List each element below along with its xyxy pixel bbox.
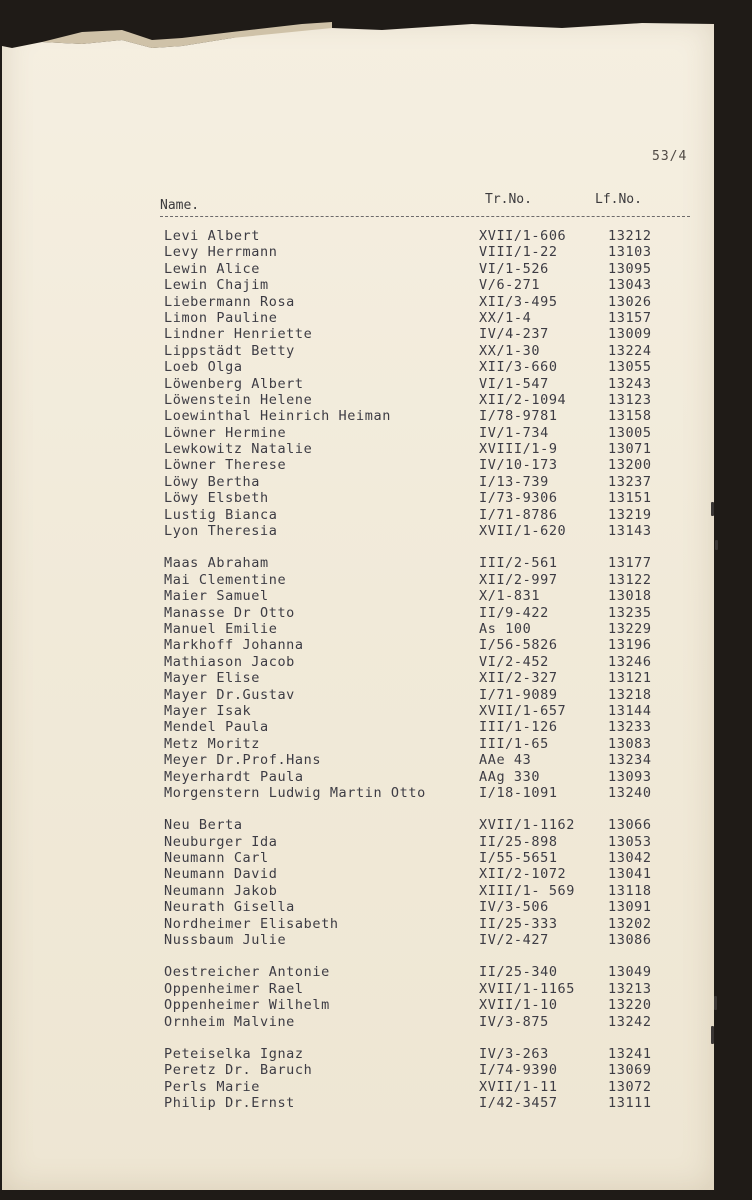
list-number: 13123	[608, 391, 652, 408]
transport-number: XII/2-1094	[479, 391, 567, 408]
list-row	[2, 244, 714, 260]
list-number: 13041	[608, 866, 652, 883]
transport-number: XVII/1-1162	[479, 817, 576, 834]
person-name: Löwy Bertha	[164, 473, 261, 490]
person-name: Manasse Dr Otto	[164, 604, 295, 621]
list-number: 13234	[608, 752, 652, 769]
person-name: Maier Samuel	[164, 588, 269, 605]
list-number: 13158	[608, 408, 652, 425]
transport-number: I/56-5826	[479, 637, 558, 654]
transport-number: AAe 43	[479, 752, 532, 769]
list-row	[2, 261, 714, 277]
list-row	[2, 736, 714, 752]
transport-number: I/71-9089	[479, 686, 558, 703]
transport-number: II/25-340	[479, 964, 558, 981]
list-row	[2, 719, 714, 735]
list-row	[2, 605, 714, 621]
list-row	[2, 310, 714, 326]
list-number: 13072	[608, 1078, 652, 1095]
list-number: 13143	[608, 523, 652, 540]
person-name: Löwner Hermine	[164, 424, 287, 441]
person-name: Peteiselka Ignaz	[164, 1045, 304, 1062]
person-name: Lewin Chajim	[164, 277, 269, 294]
transport-number: IV/3-875	[479, 1013, 549, 1030]
list-number: 13066	[608, 817, 652, 834]
list-row	[2, 343, 714, 359]
transport-number: As 100	[479, 620, 532, 637]
list-row	[2, 997, 714, 1013]
list-number: 13213	[608, 980, 652, 997]
transport-number: I/18-1091	[479, 784, 558, 801]
person-name: Levy Herrmann	[164, 244, 278, 261]
list-row	[2, 834, 714, 850]
person-name: Philip Dr.Ernst	[164, 1095, 295, 1112]
list-row	[2, 1095, 714, 1111]
transport-number: I/74-9390	[479, 1062, 558, 1079]
list-row	[2, 326, 714, 342]
person-name: Mayer Dr.Gustav	[164, 686, 295, 703]
transport-number: IV/4-237	[479, 326, 549, 343]
transport-number: XVII/1-657	[479, 702, 567, 719]
person-name: Löwner Therese	[164, 457, 287, 474]
list-number: 13055	[608, 359, 652, 376]
list-number: 13042	[608, 850, 652, 867]
list-number: 13246	[608, 653, 652, 670]
person-name: Lindner Henriette	[164, 326, 313, 343]
list-number: 13212	[608, 228, 652, 244]
list-row	[2, 507, 714, 523]
list-number: 13144	[608, 702, 652, 719]
transport-number: I/13-739	[479, 473, 549, 490]
list-number: 13177	[608, 555, 652, 572]
transport-number: XVII/1-620	[479, 523, 567, 540]
list-number: 13043	[608, 277, 652, 294]
person-name: Mayer Elise	[164, 670, 261, 687]
person-name: Neu Berta	[164, 817, 243, 834]
page-number: 53/4	[652, 149, 688, 164]
column-headers	[2, 192, 714, 212]
person-name: Metz Moritz	[164, 735, 261, 752]
list-number: 13053	[608, 833, 652, 850]
list-row	[2, 392, 714, 408]
person-name: Neurath Gisella	[164, 899, 295, 916]
edge-mark	[715, 540, 718, 550]
list-number: 13241	[608, 1045, 652, 1062]
transport-number: V/6-271	[479, 277, 541, 294]
list-row	[2, 883, 714, 899]
transport-number: III/1-126	[479, 719, 558, 736]
list-row	[2, 376, 714, 392]
list-number: 13240	[608, 784, 652, 801]
list-row	[2, 670, 714, 686]
person-name: Liebermann Rosa	[164, 293, 295, 310]
person-name: Manuel Emilie	[164, 620, 278, 637]
transport-number: XX/1-4	[479, 309, 532, 326]
person-name: Perls Marie	[164, 1078, 261, 1095]
list-number: 13069	[608, 1062, 652, 1079]
list-row	[2, 637, 714, 653]
list-row	[2, 932, 714, 948]
list-row	[2, 866, 714, 882]
transport-number: I/71-8786	[479, 506, 558, 523]
list-row	[2, 687, 714, 703]
list-number: 13111	[608, 1095, 652, 1112]
list-row	[2, 964, 714, 980]
header-divider	[160, 216, 690, 217]
header-list-no: Lf.No.	[595, 192, 642, 207]
transport-number: XVII/1-606	[479, 228, 567, 244]
edge-mark	[714, 996, 717, 1010]
person-name: Nordheimer Elisabeth	[164, 915, 339, 932]
list-number: 13018	[608, 588, 652, 605]
transport-number: III/2-561	[479, 555, 558, 572]
list-number: 13122	[608, 571, 652, 588]
list-row	[2, 785, 714, 801]
person-name: Lyon Theresia	[164, 523, 278, 540]
list-number: 13200	[608, 457, 652, 474]
list-row	[2, 817, 714, 833]
transport-number: I/78-9781	[479, 408, 558, 425]
transport-number: I/55-5651	[479, 850, 558, 867]
list-row	[2, 654, 714, 670]
list-number: 13121	[608, 670, 652, 687]
list-number: 13196	[608, 637, 652, 654]
torn-top-edge	[2, 18, 714, 52]
list-row	[2, 752, 714, 768]
list-number: 13005	[608, 424, 652, 441]
transport-number: II/25-333	[479, 915, 558, 932]
transport-number: VI/1-526	[479, 260, 549, 277]
transport-number: IV/3-263	[479, 1045, 549, 1062]
person-name: Oppenheimer Wilhelm	[164, 997, 330, 1014]
list-number: 13202	[608, 915, 652, 932]
person-name: Oestreicher Antonie	[164, 964, 330, 981]
transport-number: XII/2-997	[479, 571, 558, 588]
person-name: Lewkowitz Natalie	[164, 441, 313, 458]
list-number: 13103	[608, 244, 652, 261]
list-row	[2, 981, 714, 997]
transport-number: XX/1-30	[479, 342, 541, 359]
transport-number: XVII/1-10	[479, 997, 558, 1014]
list-number: 13093	[608, 768, 652, 785]
transport-number: XII/2-1072	[479, 866, 567, 883]
person-name: Neumann David	[164, 866, 278, 883]
person-name: Loewinthal Heinrich Heiman	[164, 408, 391, 425]
list-row	[2, 359, 714, 375]
person-name: Lustig Bianca	[164, 506, 278, 523]
transport-number: IV/10-173	[479, 457, 558, 474]
person-name: Neumann Carl	[164, 850, 269, 867]
transport-number: III/1-65	[479, 735, 549, 752]
list-number: 13086	[608, 932, 652, 949]
person-name: Lewin Alice	[164, 260, 261, 277]
person-name: Maas Abraham	[164, 555, 269, 572]
transport-number: II/25-898	[479, 833, 558, 850]
list-number: 13049	[608, 964, 652, 981]
list-number: 13237	[608, 473, 652, 490]
person-name: Ornheim Malvine	[164, 1013, 295, 1030]
transport-number: X/1-831	[479, 588, 541, 605]
list-row	[2, 555, 714, 571]
person-name: Meyer Dr.Prof.Hans	[164, 752, 322, 769]
transport-number: XII/2-327	[479, 670, 558, 687]
transport-number: XVII/1-11	[479, 1078, 558, 1095]
person-name: Meyerhardt Paula	[164, 768, 304, 785]
list-number: 13229	[608, 620, 652, 637]
list-row	[2, 228, 714, 244]
person-name: Levi Albert	[164, 228, 261, 244]
transport-number: AAg 330	[479, 768, 541, 785]
person-name: Löwenberg Albert	[164, 375, 304, 392]
name-list	[2, 228, 714, 1112]
list-number: 13233	[608, 719, 652, 736]
person-name: Mai Clementine	[164, 571, 287, 588]
list-number: 13071	[608, 441, 652, 458]
list-row	[2, 425, 714, 441]
list-row	[2, 457, 714, 473]
header-transport-no: Tr.No.	[485, 192, 532, 207]
header-name: Name.	[160, 198, 200, 213]
list-number: 13157	[608, 309, 652, 326]
transport-number: I/42-3457	[479, 1095, 558, 1112]
list-number: 13009	[608, 326, 652, 343]
list-row	[2, 523, 714, 539]
list-number: 13151	[608, 490, 652, 507]
list-row	[2, 474, 714, 490]
list-row	[2, 1062, 714, 1078]
person-name: Peretz Dr. Baruch	[164, 1062, 313, 1079]
person-name: Mathiason Jacob	[164, 653, 295, 670]
list-number: 13083	[608, 735, 652, 752]
person-name: Löwy Elsbeth	[164, 490, 269, 507]
list-row	[2, 1079, 714, 1095]
list-row	[2, 1046, 714, 1062]
edge-mark	[711, 502, 714, 516]
person-name: Loeb Olga	[164, 359, 243, 376]
transport-number: XVIII/1-9	[479, 441, 558, 458]
person-name: Limon Pauline	[164, 309, 278, 326]
list-number: 13220	[608, 997, 652, 1014]
list-row	[2, 588, 714, 604]
list-number: 13091	[608, 899, 652, 916]
person-name: Neumann Jakob	[164, 882, 278, 899]
list-row	[2, 703, 714, 719]
list-row	[2, 572, 714, 588]
list-row	[2, 277, 714, 293]
list-number: 13242	[608, 1013, 652, 1030]
list-number: 13235	[608, 604, 652, 621]
list-row	[2, 899, 714, 915]
edge-mark	[711, 1026, 714, 1044]
list-number: 13224	[608, 342, 652, 359]
list-row	[2, 850, 714, 866]
transport-number: XIII/1- 569	[479, 882, 576, 899]
transport-number: I/73-9306	[479, 490, 558, 507]
list-row	[2, 408, 714, 424]
list-number: 13095	[608, 260, 652, 277]
transport-number: VI/2-452	[479, 653, 549, 670]
list-number: 13243	[608, 375, 652, 392]
transport-number: VI/1-547	[479, 375, 549, 392]
person-name: Löwenstein Helene	[164, 391, 313, 408]
transport-number: IV/3-506	[479, 899, 549, 916]
person-name: Nussbaum Julie	[164, 932, 287, 949]
list-row	[2, 769, 714, 785]
person-name: Oppenheimer Rael	[164, 980, 304, 997]
person-name: Lippstädt Betty	[164, 342, 295, 359]
list-row	[2, 1014, 714, 1030]
list-number: 13118	[608, 882, 652, 899]
document-page	[2, 18, 714, 1190]
person-name: Markhoff Johanna	[164, 637, 304, 654]
transport-number: XII/3-660	[479, 359, 558, 376]
person-name: Mendel Paula	[164, 719, 269, 736]
list-row	[2, 621, 714, 637]
list-number: 13218	[608, 686, 652, 703]
transport-number: II/9-422	[479, 604, 549, 621]
transport-number: IV/2-427	[479, 932, 549, 949]
person-name: Neuburger Ida	[164, 833, 278, 850]
transport-number: XVII/1-1165	[479, 980, 576, 997]
list-number: 13026	[608, 293, 652, 310]
list-row	[2, 294, 714, 310]
transport-number: VIII/1-22	[479, 244, 558, 261]
transport-number: XII/3-495	[479, 293, 558, 310]
list-row	[2, 441, 714, 457]
transport-number: IV/1-734	[479, 424, 549, 441]
list-number: 13219	[608, 506, 652, 523]
person-name: Morgenstern Ludwig Martin Otto	[164, 784, 426, 801]
list-row	[2, 916, 714, 932]
person-name: Mayer Isak	[164, 702, 252, 719]
list-row	[2, 490, 714, 506]
